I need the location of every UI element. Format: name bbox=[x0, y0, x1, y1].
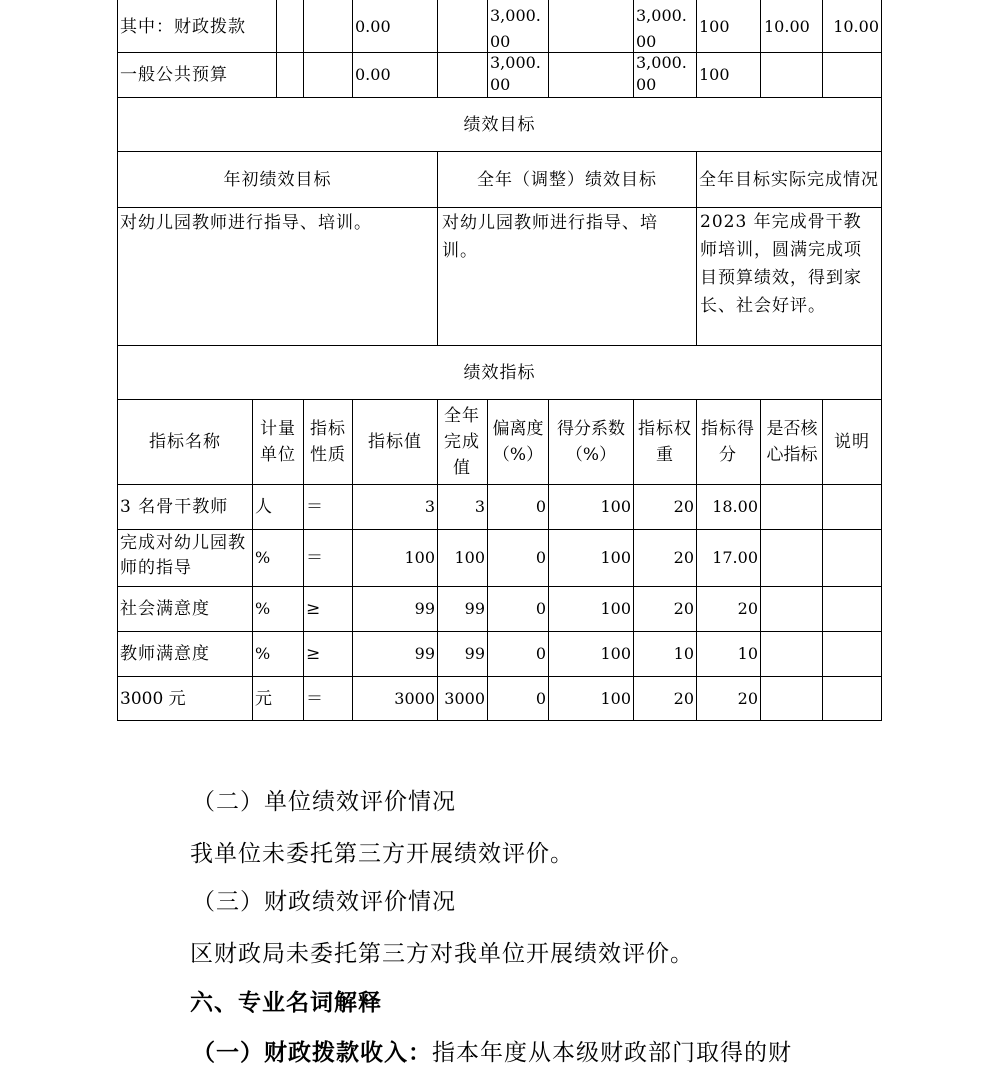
indicator-score: 10 bbox=[737, 644, 758, 663]
indicator-header: 指标名称 bbox=[149, 432, 221, 452]
budget-rate: 100 bbox=[699, 65, 730, 84]
budget-row-name: 一般公共预算 bbox=[120, 65, 228, 85]
goals-actual-text: 2023 年完成骨干教师培训，圆满完成项目预算绩效，得到家长、社会好评。 bbox=[700, 212, 862, 316]
goals-adjusted-text: 对幼儿园教师进行指导、培训。 bbox=[442, 213, 658, 261]
goals-header-initial: 年初绩效目标 bbox=[223, 169, 332, 190]
indicator-name: 完成对幼儿园教师的指导 bbox=[120, 533, 246, 578]
indicator-name: 教师满意度 bbox=[120, 644, 210, 664]
indicator-weight: 20 bbox=[673, 497, 694, 516]
indicator-name: 3 名骨干教师 bbox=[120, 497, 229, 517]
indicator-actual: 3 bbox=[474, 497, 485, 516]
budget-rate: 100 bbox=[699, 16, 730, 36]
goals-header-actual: 全年目标实际完成情况 bbox=[699, 169, 879, 190]
indicator-unit: 人 bbox=[255, 497, 272, 517]
goals-section-title: 绩效目标 bbox=[463, 114, 536, 135]
indicator-nature: ＝ bbox=[306, 548, 323, 568]
indicator-header: 指标性质 bbox=[310, 419, 346, 465]
indicator-nature: ＝ bbox=[306, 497, 323, 517]
term-label: （一）财政拨款收入： bbox=[192, 1040, 432, 1066]
indicator-header: 偏离度（%） bbox=[492, 419, 544, 465]
indicator-weight: 20 bbox=[673, 599, 694, 618]
budget-actual: 3,000.00 bbox=[636, 6, 687, 51]
indicator-weight: 20 bbox=[673, 688, 694, 708]
indicator-target: 3000 bbox=[394, 688, 435, 708]
budget-actual: 3,000.00 bbox=[636, 53, 687, 94]
indicator-header: 得分系数（%） bbox=[557, 419, 625, 465]
goals-header-adjusted: 全年（调整）绩效目标 bbox=[477, 169, 657, 190]
paragraph-unit-evaluation: 我单位未委托第三方开展绩效评价。 bbox=[190, 841, 574, 867]
indicator-header: 计量单位 bbox=[260, 419, 296, 465]
indicator-target: 100 bbox=[404, 548, 435, 567]
indicator-actual: 3000 bbox=[444, 688, 485, 708]
indicator-deviation: 0 bbox=[535, 599, 546, 618]
indicator-score: 20 bbox=[737, 688, 758, 708]
goals-initial-text: 对幼儿园教师进行指导、培训。 bbox=[120, 213, 372, 233]
indicator-coefficient: 100 bbox=[600, 644, 631, 663]
indicator-actual: 100 bbox=[454, 548, 485, 567]
indicator-coefficient: 100 bbox=[600, 548, 631, 567]
indicator-actual: 99 bbox=[464, 644, 485, 663]
indicator-name: 社会满意度 bbox=[120, 599, 210, 619]
budget-adjusted: 3,000.00 bbox=[490, 53, 541, 94]
indicator-unit: % bbox=[255, 599, 271, 618]
indicator-actual: 99 bbox=[464, 599, 485, 618]
indicator-weight: 10 bbox=[673, 644, 694, 663]
budget-initial: 0.00 bbox=[355, 65, 391, 84]
paragraph-finance-evaluation: 区财政局未委托第三方对我单位开展绩效评价。 bbox=[190, 941, 694, 967]
budget-score: 10.00 bbox=[833, 16, 879, 36]
indicator-nature: ≥ bbox=[306, 599, 321, 619]
indicator-unit: % bbox=[255, 644, 271, 663]
budget-weight: 10.00 bbox=[764, 16, 810, 36]
indicator-unit: 元 bbox=[255, 688, 272, 709]
indicator-header: 是否核心指标 bbox=[766, 419, 818, 465]
indicators-section-title: 绩效指标 bbox=[463, 362, 536, 383]
indicator-deviation: 0 bbox=[535, 497, 546, 516]
indicator-nature: ＝ bbox=[306, 688, 323, 709]
indicator-name: 3000 元 bbox=[120, 688, 186, 709]
section-heading-terms: 六、专业名词解释 bbox=[190, 990, 382, 1016]
indicator-unit: % bbox=[255, 548, 271, 567]
indicator-coefficient: 100 bbox=[600, 497, 631, 516]
indicator-coefficient: 100 bbox=[600, 599, 631, 618]
indicator-score: 17.00 bbox=[712, 548, 758, 567]
section-heading-unit-evaluation: （二）单位绩效评价情况 bbox=[192, 789, 456, 815]
indicator-score: 20 bbox=[737, 599, 758, 618]
term-text: 指本年度从本级财政部门取得的财 bbox=[432, 1040, 792, 1066]
indicator-deviation: 0 bbox=[535, 548, 546, 567]
indicator-header: 指标值 bbox=[368, 432, 422, 452]
budget-initial: 0.00 bbox=[355, 16, 391, 36]
section-heading-finance-evaluation: （三）财政绩效评价情况 bbox=[192, 889, 456, 915]
indicator-nature: ≥ bbox=[306, 644, 321, 664]
indicator-coefficient: 100 bbox=[600, 688, 631, 708]
indicator-deviation: 0 bbox=[535, 644, 546, 663]
budget-adjusted: 3,000.00 bbox=[490, 6, 541, 51]
indicator-target: 99 bbox=[414, 644, 435, 663]
paragraph-term-definition bbox=[192, 1038, 792, 1068]
indicator-header: 指标得分 bbox=[701, 419, 755, 465]
budget-row-name: 其中：财政拨款 bbox=[120, 16, 246, 37]
indicator-target: 99 bbox=[414, 599, 435, 618]
indicator-deviation: 0 bbox=[535, 688, 546, 708]
indicator-score: 18.00 bbox=[712, 497, 758, 516]
indicator-target: 3 bbox=[424, 497, 435, 516]
indicator-header: 指标权重 bbox=[638, 419, 692, 465]
indicator-header: 说明 bbox=[834, 432, 870, 452]
indicator-weight: 20 bbox=[673, 548, 694, 567]
indicator-header: 全年完成值 bbox=[444, 406, 480, 478]
